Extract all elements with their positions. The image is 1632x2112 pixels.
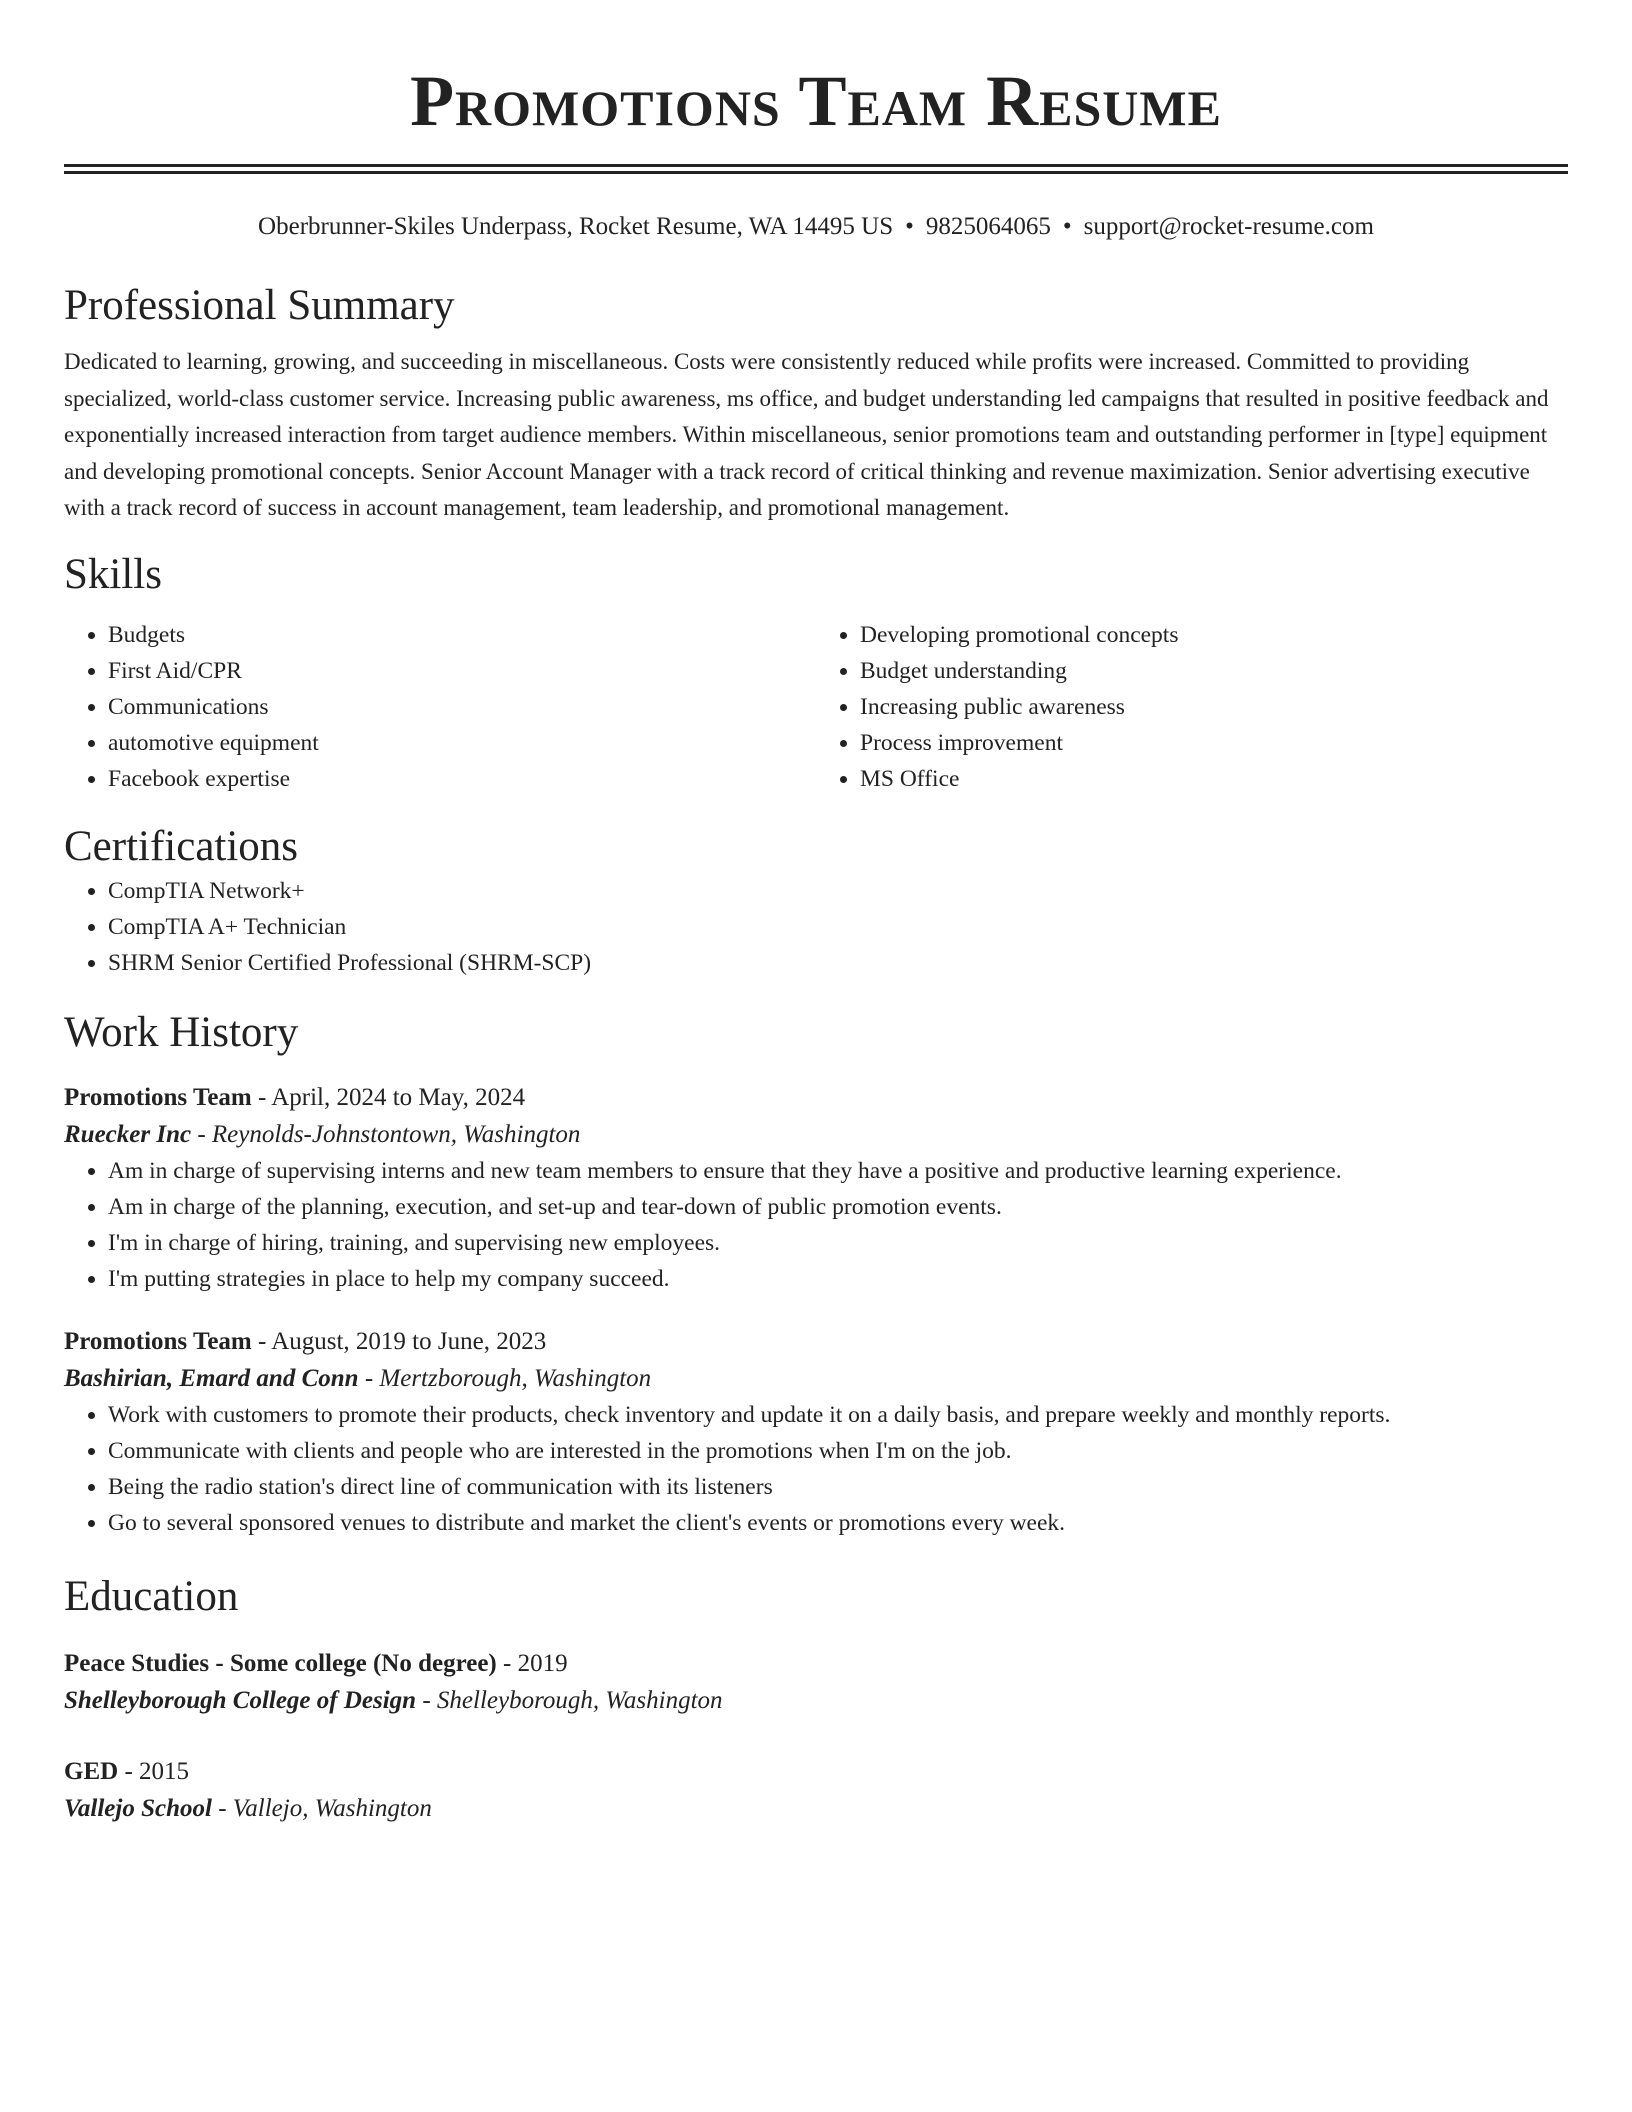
resume-title: Promotions Team Resume [410, 61, 1222, 141]
job-entry [64, 1079, 1568, 1297]
education-school: Vallejo School [64, 1794, 212, 1822]
education-header [64, 1753, 1568, 1790]
job-employer [64, 1116, 1568, 1153]
education-heading: Education [64, 1572, 239, 1620]
job-duty-item: • Am in charge of the planning, execution, and set-up and tear-down of public promotion events. [108, 1189, 1568, 1225]
job-location: - Reynolds-Johnstontown, Washington [191, 1120, 581, 1148]
job-duty-item: • Am in charge of supervising interns and new team members to ensure that they have a positive and productive learning experience. [108, 1153, 1568, 1189]
education-location: - Shelleyborough, Washington [416, 1686, 723, 1714]
title-divider [64, 164, 1568, 174]
work-history-heading: Work History [64, 1008, 299, 1056]
certifications-list [64, 873, 1568, 981]
contact-separator: • [1062, 213, 1072, 240]
skills-list-left [64, 617, 816, 797]
education-entry [64, 1753, 1568, 1827]
education-entry [64, 1645, 1568, 1719]
certification-item: • CompTIA Network+ [108, 873, 1568, 909]
job-duty-item: • Communicate with clients and people who are interested in the promotions when I'm on the job. [108, 1433, 1568, 1469]
education-degree: GED [64, 1757, 119, 1785]
skill-item: • MS Office [860, 761, 1568, 797]
job-duty-item: • Go to several sponsored venues to distribute and market the client's events or promotions every week. [108, 1505, 1568, 1541]
education-location: - Vallejo, Washington [211, 1794, 432, 1822]
skill-item: • Communications [108, 689, 816, 725]
job-duty-item: • I'm in charge of hiring, training, and supervising new employees. [108, 1225, 1568, 1261]
certification-item: • CompTIA A+ Technician [108, 909, 1568, 945]
contact-line [64, 210, 1568, 244]
job-duty-item: • I'm putting strategies in place to help my company succeed. [108, 1261, 1568, 1297]
education-header [64, 1645, 1568, 1682]
contact-email: support@rocket-resume.com [1083, 213, 1374, 240]
contact-separator: • [905, 213, 914, 240]
job-dates: - August, 2019 to June, 2023 [251, 1327, 547, 1355]
skills-heading: Skills [64, 550, 162, 598]
job-entry [64, 1323, 1568, 1541]
skill-item: • Increasing public awareness [860, 689, 1568, 725]
skill-item: • Facebook expertise [108, 761, 816, 797]
summary-heading: Professional Summary [64, 282, 455, 329]
skill-item: • Process improvement [860, 725, 1568, 761]
job-location: - Mertzborough, Washington [358, 1364, 652, 1392]
certifications-heading: Certifications [64, 822, 299, 870]
job-duties-list [64, 1397, 1568, 1541]
job-title: Promotions Team [64, 1083, 252, 1111]
education-institution [64, 1682, 1568, 1719]
education-school: Shelleyborough College of Design [64, 1686, 417, 1714]
education-year: - 2019 [496, 1649, 568, 1677]
job-title: Promotions Team [64, 1327, 252, 1355]
job-duties-list [64, 1153, 1568, 1297]
summary-text: Dedicated to learning, growing, and succeeding in miscellaneous. Costs were consistently reduced while profits were increased. Committed to providing specialized, world-class customer service. Increasing public awareness, ms office, and budget understanding led campaigns that resulted in positive feedback and exponentially increased interaction from target audience members. Within miscellaneous, senior promotions team and outstanding performer in [type] equipment and developing promotional concepts. Senior Account Manager with a track record of critical thinking and revenue maximization. Senior advertising executive with a track record of success in account management, team leadership, and promotional management. [64, 349, 1549, 520]
skill-item: • automotive equipment [108, 725, 816, 761]
job-header [64, 1323, 1568, 1360]
skill-item: • Developing promotional concepts [860, 617, 1568, 653]
contact-address: Oberbrunner-Skiles Underpass, Rocket Resume, WA 14495 US [258, 213, 894, 240]
skill-item: • Budgets [108, 617, 816, 653]
skill-item: • Budget understanding [860, 653, 1568, 689]
job-header [64, 1079, 1568, 1116]
job-duty-item: • Work with customers to promote their products, check inventory and update it on a daily basis, and prepare weekly and monthly reports. [108, 1397, 1568, 1433]
job-duty-item: • Being the radio station's direct line of communication with its listeners [108, 1469, 1568, 1505]
job-company: Ruecker Inc [64, 1120, 192, 1148]
job-dates: - April, 2024 to May, 2024 [251, 1083, 526, 1111]
job-employer [64, 1360, 1568, 1397]
job-company: Bashirian, Emard and Conn [64, 1364, 359, 1392]
education-institution [64, 1790, 1568, 1827]
education-degree: Peace Studies - Some college (No degree) [64, 1649, 497, 1677]
contact-phone: 9825064065 [925, 213, 1051, 240]
skills-columns [64, 617, 1568, 797]
skills-list-right [816, 617, 1568, 797]
education-year: - 2015 [118, 1757, 190, 1785]
skill-item: • First Aid/CPR [108, 653, 816, 689]
certification-item: • SHRM Senior Certified Professional (SHRM-SCP) [108, 945, 1568, 981]
